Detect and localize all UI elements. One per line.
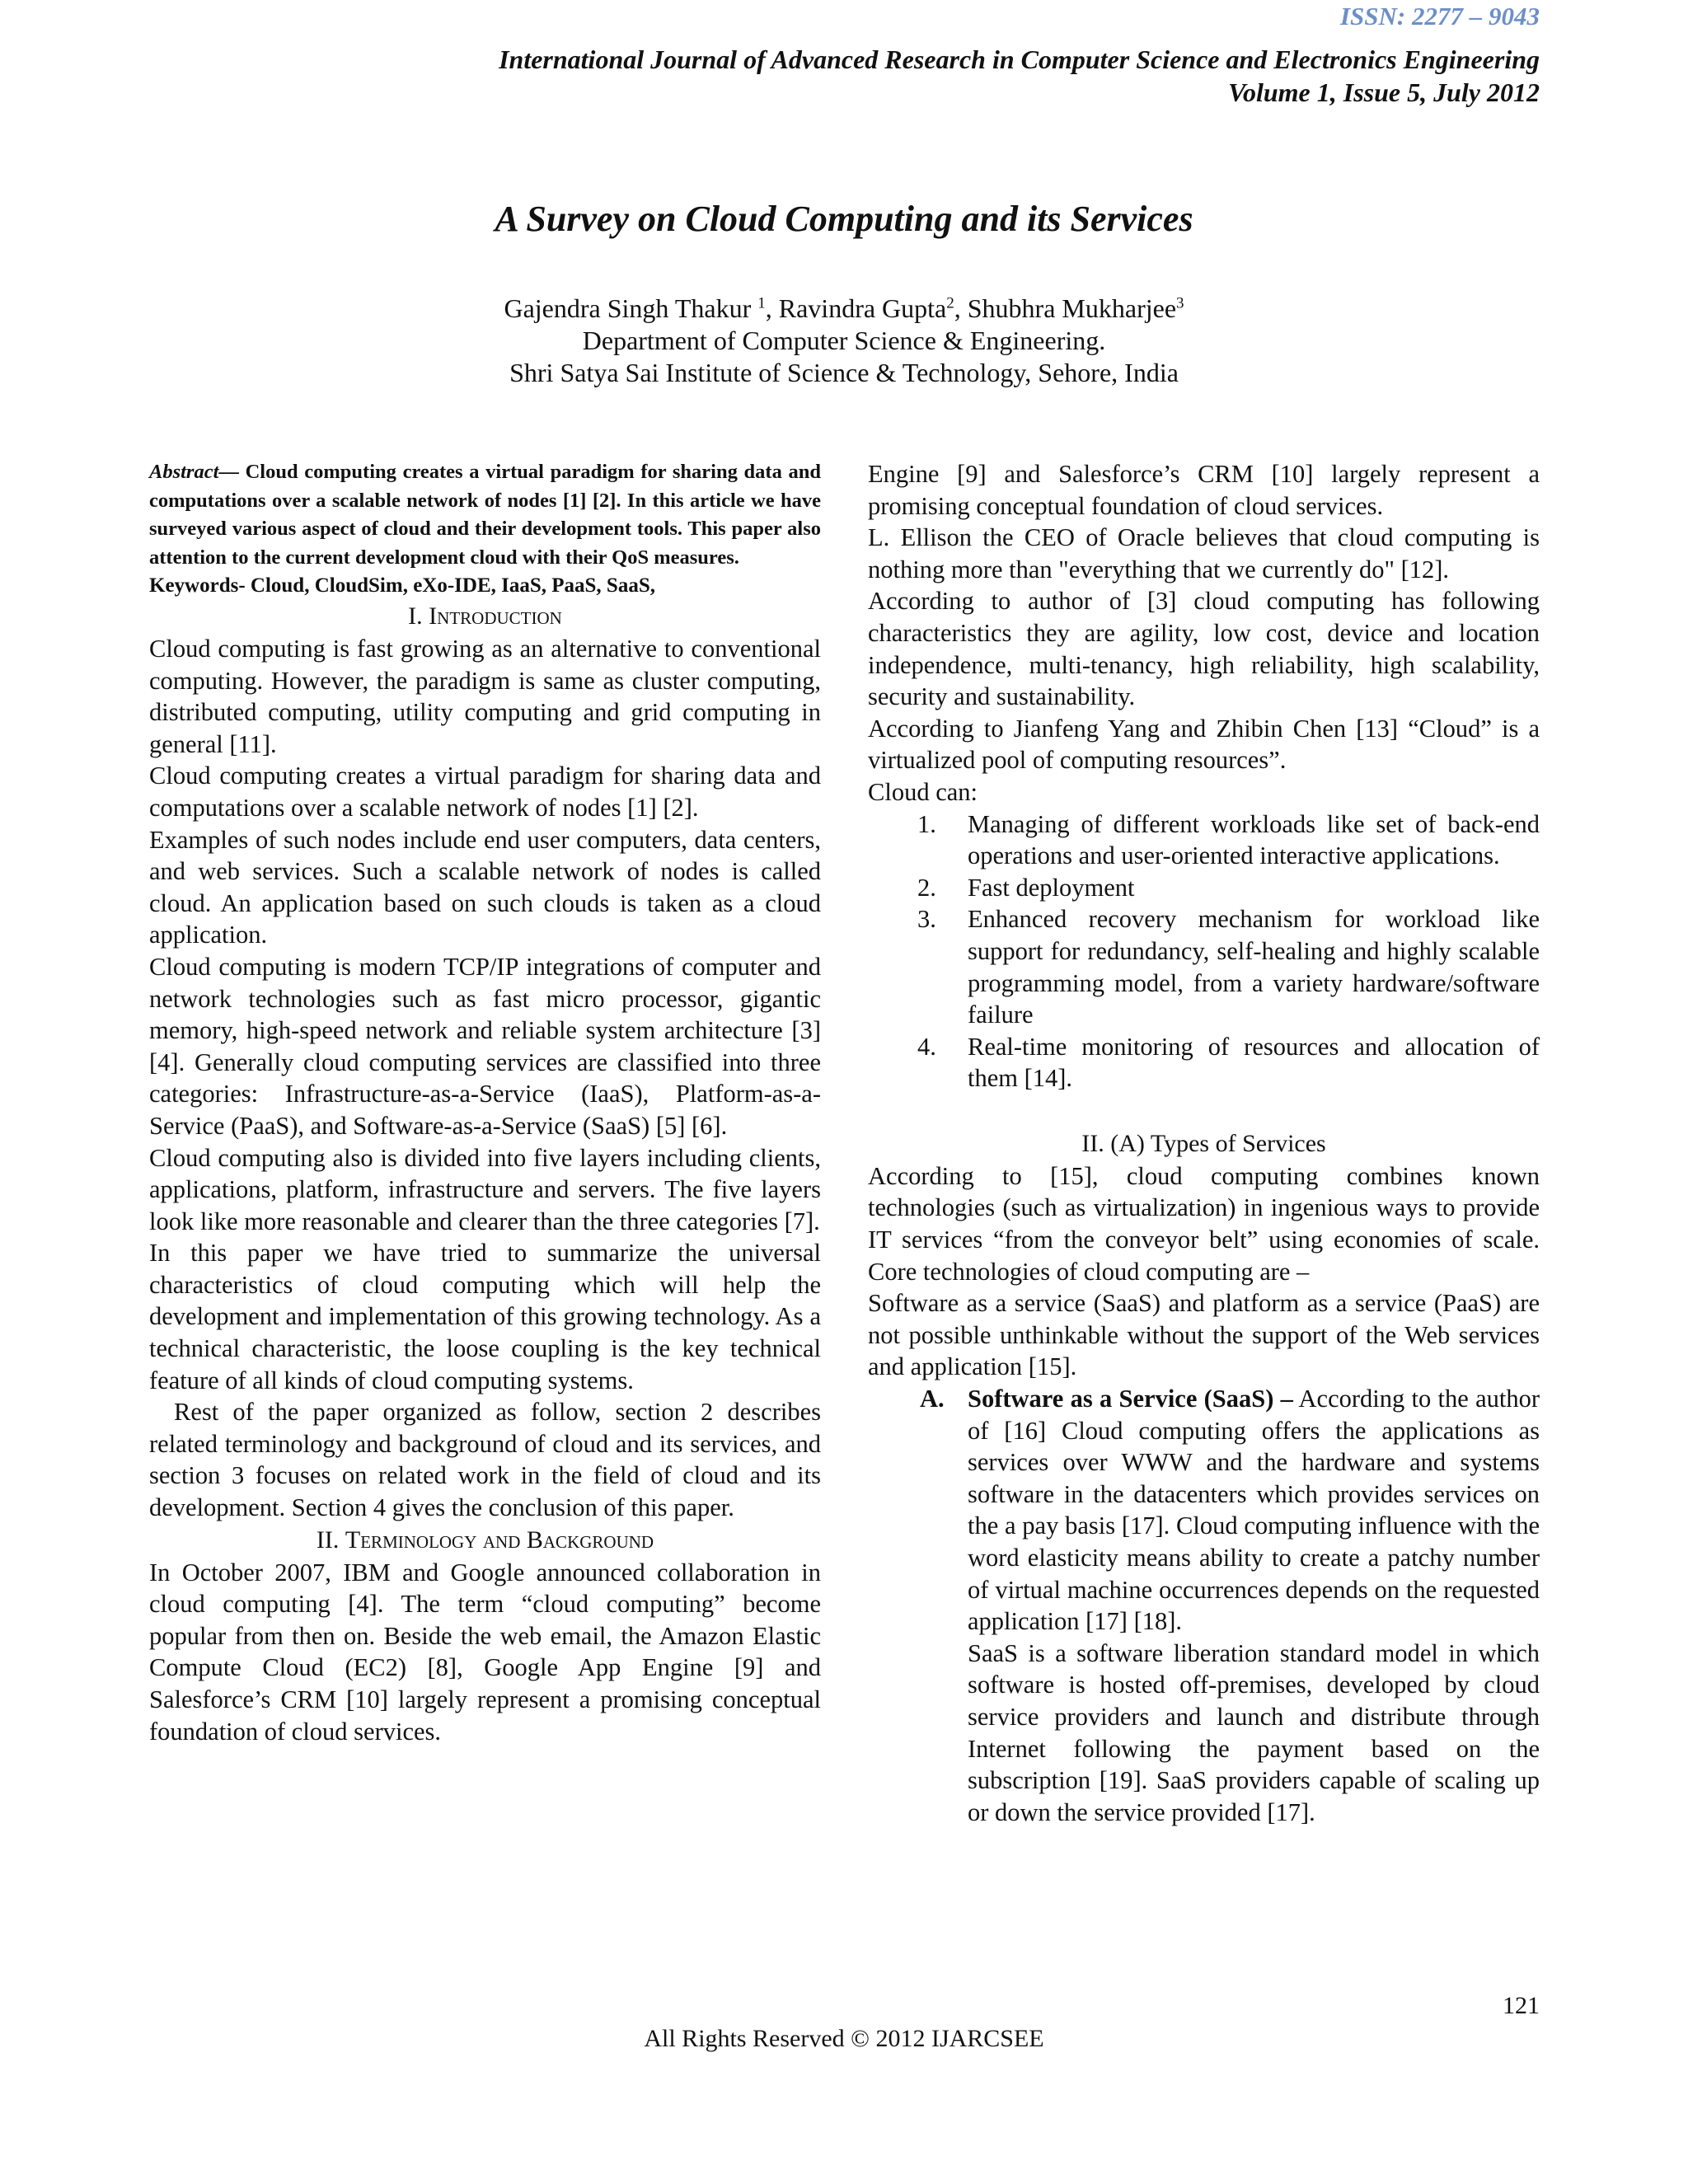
author-institute: Shri Satya Sai Institute of Science & Technology, Sehore, India bbox=[509, 358, 1179, 387]
paragraph: In this paper we have tried to summarize the universal characteristics of cloud computing which will help the development and implementation of this growing technology. As a technical characteristic, the loose coupling is the key technical feature of all kinds of cloud computing systems. bbox=[149, 1239, 821, 1394]
paragraph: Rest of the paper organized as follow, section 2 describes related terminology and background of cloud and its services, and section 3 focuses on related work in the field of cloud and its development. Section 4 gives the conclusion of this paper. bbox=[149, 1398, 821, 1522]
paragraph: Cloud can: bbox=[868, 777, 978, 806]
section-number: II. bbox=[316, 1526, 345, 1554]
section-number: I. bbox=[408, 602, 429, 630]
author-department: Department of Computer Science & Engineering. bbox=[582, 326, 1106, 355]
right-column bbox=[868, 458, 1540, 1828]
author-name: , Shubhra Mukharjee bbox=[954, 293, 1177, 323]
abstract bbox=[149, 458, 821, 572]
paragraph: According to author of [3] cloud computing has following characteristics they are agility, low cost, device and location independence, multi-tenancy, high reliability, high scalability, security and sustainability. bbox=[868, 587, 1540, 711]
page-number: 121 bbox=[1503, 1992, 1540, 2019]
list-item bbox=[868, 808, 1540, 872]
paragraph-continued: Engine [9] and Salesforce’s CRM [10] largely represent a promising conceptual foundation of cloud services. bbox=[868, 460, 1540, 520]
saas-item-label: A. bbox=[920, 1385, 945, 1413]
author-affiliation-mark: 2 bbox=[946, 294, 954, 312]
abstract-label: Abstract bbox=[149, 461, 219, 483]
paragraph: Cloud computing also is divided into five layers including clients, applications, platform, infrastructure and servers. The five layers look like more reasonable and clearer than the three categories [7]. bbox=[149, 1143, 821, 1235]
list-number: 1. bbox=[917, 809, 936, 838]
journal-name: International Journal of Advanced Research in Computer Science and Electronics Engineering bbox=[499, 45, 1540, 74]
saas-item bbox=[868, 1383, 1540, 1828]
saas-paragraph bbox=[968, 1383, 1540, 1638]
list-text: Fast deployment bbox=[968, 873, 1135, 902]
paragraph: According to [15], cloud computing combines known technologies (such as virtualization) in ingenious ways to provide IT services “from the conveyor belt” using economies of scale. Core technologies of cloud computing are – bbox=[868, 1161, 1540, 1286]
copyright-footer: All Rights Reserved © 2012 IJARCSEE bbox=[644, 2025, 1044, 2052]
section-title: Introduction bbox=[429, 602, 562, 630]
paragraph: Examples of such nodes include end user computers, data centers, and web services. Such a scalable network of nodes is called cloud. An application based on such clouds is taken as a cloud application. bbox=[149, 825, 821, 949]
paper-title: A Survey on Cloud Computing and its Services bbox=[495, 199, 1193, 239]
saas-paragraph: SaaS is a software liberation standard model in which software is hosted off-premises, developed by cloud service providers and launch and distribute through Internet following the payment based on the subscription [19]. SaaS providers capable of scaling up or down the service provided [17]. bbox=[968, 1638, 1540, 1826]
list-text: Real-time monitoring of resources and allocation of them [14]. bbox=[968, 1032, 1540, 1093]
left-column bbox=[149, 458, 822, 1746]
journal-volume: Volume 1, Issue 5, July 2012 bbox=[1228, 77, 1540, 107]
issn-label: ISSN: 2277 – 9043 bbox=[1339, 2, 1540, 30]
author-names bbox=[0, 293, 1688, 325]
list-number: 3. bbox=[917, 905, 936, 934]
list-item bbox=[868, 872, 1540, 904]
list-number: 4. bbox=[917, 1032, 936, 1061]
list-item bbox=[868, 1031, 1540, 1094]
abstract-dash: — bbox=[218, 461, 246, 483]
author-affiliation-mark: 1 bbox=[757, 294, 766, 312]
section-heading-types-of-services: II. (A) Types of Services bbox=[1081, 1129, 1326, 1157]
paragraph: According to Jianfeng Yang and Zhibin Chen [13] “Cloud” is a virtualized pool of computing resources”. bbox=[868, 714, 1540, 775]
keywords: Keywords- Cloud, CloudSim, eXo-IDE, IaaS, PaaS, SaaS, bbox=[149, 574, 655, 597]
author-name: Gajendra Singh Thakur bbox=[504, 293, 758, 323]
saas-text: According to the author of [16] Cloud computing offers the applications as services over WWW and the hardware and systems software in the datacenters which provides services on the a pay basis [17]. Cloud computing influence with the word elasticity means ability to create a patchy number of virtual machine occurrences depends on the requested application [17] [18]. bbox=[968, 1385, 1540, 1636]
paragraph: Cloud computing is modern TCP/IP integrations of computer and network technologies such as fast micro processor, gigantic memory, high-speed network and reliable system architecture [3][4]. Generally cloud computing services are classified into three categories: Infrastructure-as-a-Service (IaaS), Platform-as-a-Service (PaaS), and Software-as-a-Service (SaaS) [5] [6]. bbox=[149, 952, 821, 1140]
author-name: , Ravindra Gupta bbox=[765, 293, 947, 323]
author-block bbox=[0, 293, 1688, 389]
saas-title: Software as a Service (SaaS) – bbox=[968, 1385, 1293, 1413]
paragraph: Cloud computing is fast growing as an alternative to conventional computing. However, the paradigm is same as cluster computing, distributed computing, utility computing and grid computing in general [11]. bbox=[149, 635, 821, 758]
section-title: Terminology and Background bbox=[345, 1526, 654, 1554]
paragraph: L. Ellison the CEO of Oracle believes that cloud computing is nothing more than "everything that we currently do" [12]. bbox=[868, 523, 1540, 583]
journal-header bbox=[499, 43, 1540, 109]
list-item bbox=[868, 903, 1540, 1030]
section-heading-introduction bbox=[149, 600, 821, 633]
paragraph: Software as a service (SaaS) and platform as a service (PaaS) are not possible unthinkable without the support of the Web services and application [15]. bbox=[868, 1289, 1540, 1381]
list-text: Managing of different workloads like set of back-end operations and user-oriented interactive applications. bbox=[968, 809, 1540, 870]
abstract-text: Cloud computing creates a virtual paradigm for sharing data and computations over a scalable network of nodes [1] [2]. In this article we have surveyed various aspect of cloud and their development tools. This paper also attention to the current development cloud with their QoS measures. bbox=[149, 461, 822, 569]
paragraph: Cloud computing creates a virtual paradigm for sharing data and computations over a scalable network of nodes [1] [2]. bbox=[149, 762, 821, 822]
paragraph: In October 2007, IBM and Google announced collaboration in cloud computing [4]. The term “cloud computing” become popular from then on. Beside the web email, the Amazon Elastic Compute Cloud (EC2) [8], Google App Engine [9] and Salesforce’s CRM [10] largely represent a promising conceptual foundation of cloud services. bbox=[149, 1558, 821, 1746]
list-number: 2. bbox=[917, 873, 936, 902]
list-text: Enhanced recovery mechanism for workload like support for redundancy, self-healing and highly scalable programming model, from a variety hardware/software failure bbox=[968, 905, 1540, 1029]
author-affiliation-mark: 3 bbox=[1176, 294, 1184, 312]
section-heading-terminology bbox=[149, 1524, 821, 1557]
cloud-capabilities-list bbox=[868, 808, 1540, 1094]
